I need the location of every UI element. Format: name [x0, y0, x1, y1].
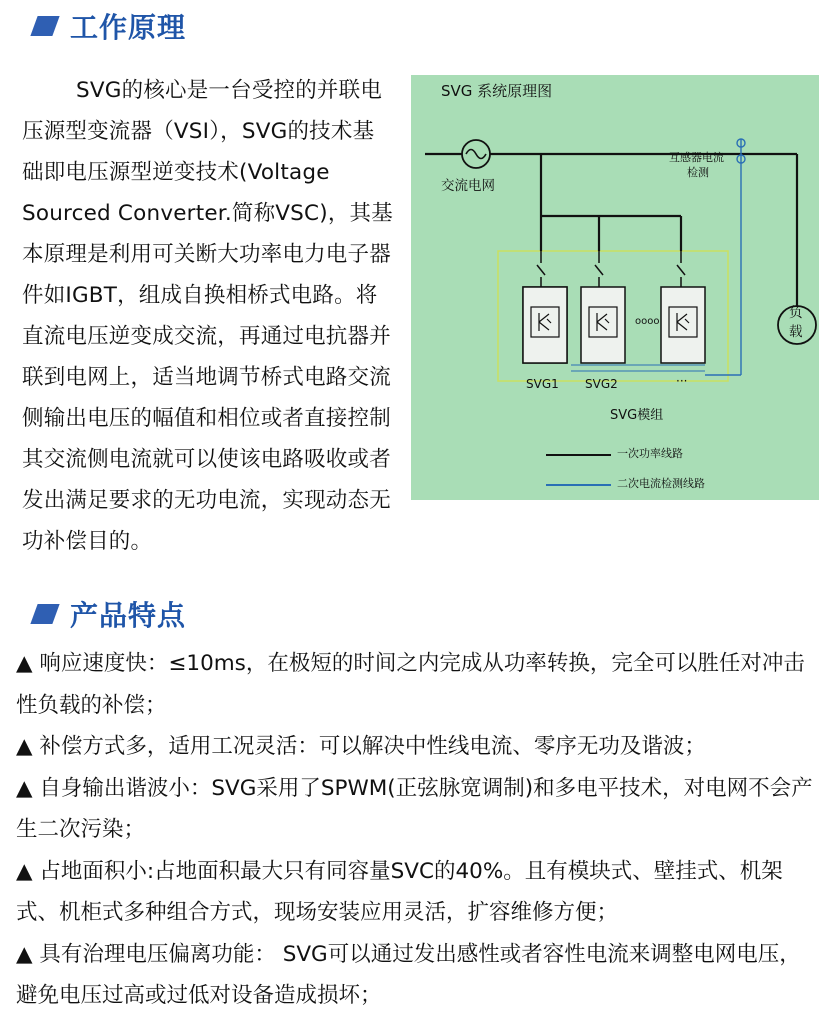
- legend-secondary-label: 二次电流检测线路: [617, 477, 705, 490]
- section-marker-icon: [30, 604, 59, 624]
- svg-system-diagram: [411, 75, 819, 500]
- section-marker-icon: [30, 16, 59, 36]
- legend-primary-label: 一次功率线路: [617, 447, 683, 460]
- intro-paragraph: SVG的核心是一台受控的并联电压源型变流器（VSI），SVG的技术基础即电压源型逆变技术(Voltage Sourced Converter.简称VSC)，其基本原理是利用可关断大功率电力电子器件如IGBT，组成自换相桥式电路。将直流电压逆变成交流，再通过电抗器并联到电网上，适当地调节桥式电路交流侧输出电压的幅值和相位或者直接控制其交流侧电流就可以使该电路吸收或者发出满足要求的无功电流，实现动态无功补偿目的。: [22, 78, 393, 554]
- unit2-label: SVG2: [585, 377, 618, 391]
- unit-more-label: ···: [676, 374, 688, 388]
- list-item: ▲ 具有治理电压偏离功能： SVG可以通过发出感性或者容性电流来调整电网电压，避免电压过高或过低对设备造成损坏；: [16, 941, 801, 1008]
- feature-list: [16, 643, 816, 1017]
- list-item: ▲ 响应速度快：≤10ms，在极短的时间之内完成从功率转换，完全可以胜任对冲击性负载的补偿；: [16, 651, 805, 718]
- diagram-title: SVG 系统原理图: [441, 82, 553, 100]
- grid-label: 交流电网: [441, 178, 495, 194]
- section-header-features: [34, 594, 186, 634]
- svg-unit-n-box: [661, 287, 705, 363]
- list-item: ▲ 占地面积小:占地面积最大只有同容量SVC的40%。且有模块式、壁挂式、机架式、机柜式多种组合方式，现场安装应用灵活，扩容维修方便；: [16, 858, 783, 925]
- module-label: SVG模组: [610, 408, 664, 423]
- section-title: 产品特点: [70, 599, 187, 632]
- ct-label-line2: 检测: [687, 166, 709, 179]
- diagram-drawing: [411, 75, 819, 500]
- list-item: ▲ 补偿方式多，适用工况灵活：可以解决中性线电流、零序无功及谐波；: [16, 734, 706, 759]
- ct-label-line1: 互感器电流: [669, 151, 724, 164]
- load-label-line1: 负: [789, 305, 803, 321]
- unit-dots: oooo: [635, 316, 660, 327]
- section-title: 工作原理: [70, 11, 187, 44]
- unit1-label: SVG1: [526, 377, 559, 391]
- list-item: ▲ 自身输出谐波小：SVG采用了SPWM(正弦脉宽调制)和多电平技术，对电网不会产生二次污染；: [16, 775, 813, 842]
- load-label-line2: 载: [789, 324, 803, 340]
- svg-unit-2-box: [581, 287, 625, 363]
- section-header-principle: [34, 6, 186, 46]
